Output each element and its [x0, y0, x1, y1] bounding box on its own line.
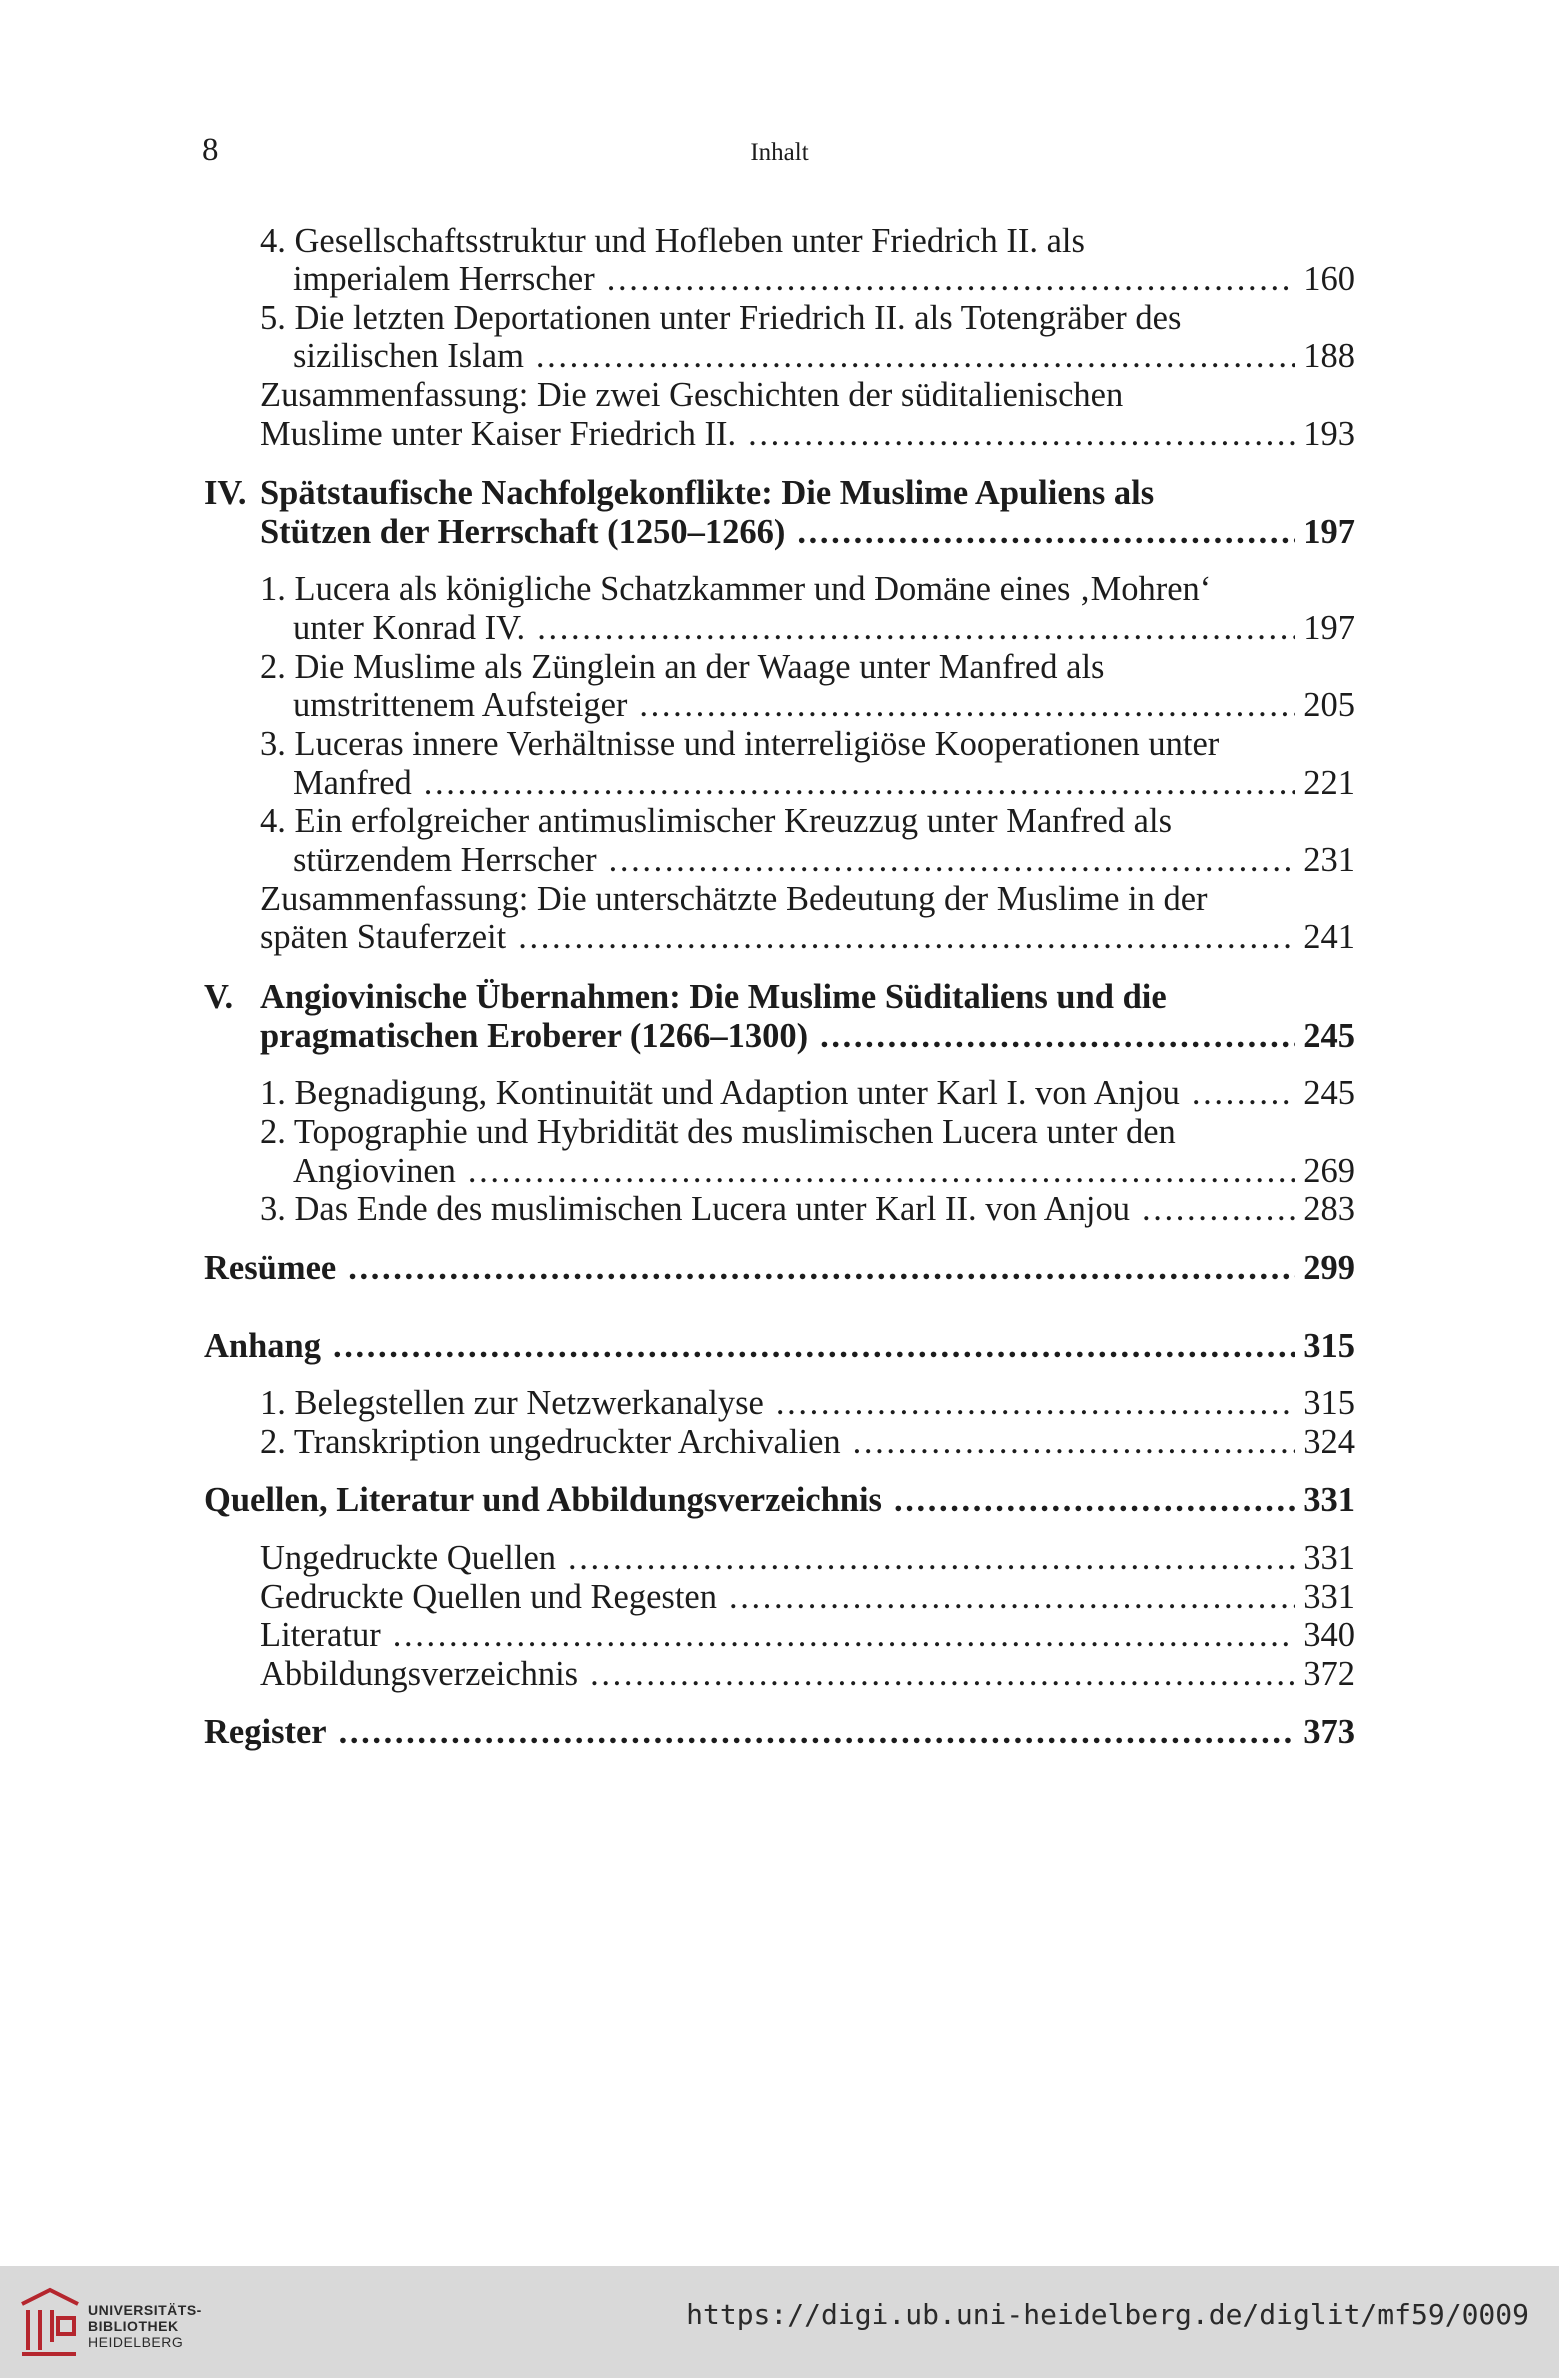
dot-leader: [820, 1017, 1295, 1055]
toc-entry-text: 2. Topographie und Hybridität des muslimischen Lucera unter den: [260, 1113, 1176, 1151]
toc-page-number: 372: [1303, 1655, 1355, 1693]
dot-leader: [729, 1578, 1295, 1616]
dot-leader: [568, 1539, 1295, 1577]
dot-leader: [333, 1327, 1295, 1365]
toc-entry-text: Zusammenfassung: Die zwei Geschichten der süditalienischen: [260, 376, 1124, 414]
chapter-title-text: Resümee: [204, 1249, 337, 1287]
chapter-title-line: [260, 978, 1167, 1016]
toc-page-number: 221: [1303, 764, 1355, 802]
toc-entry-text: Literatur: [260, 1616, 381, 1654]
dot-leader: [468, 1152, 1295, 1190]
toc-chapter-resumee: [204, 1249, 1355, 1287]
toc-entry-text: 5. Die letzten Deportationen unter Friedrich II. als Totengräber des: [260, 299, 1182, 337]
toc-entry-line: [260, 725, 1219, 763]
chapter-numeral: IV.: [204, 474, 247, 512]
toc-entry-text: Manfred: [293, 764, 412, 802]
chapter-numeral: V.: [204, 978, 234, 1016]
toc-page-number: 373: [1303, 1713, 1355, 1751]
toc-entry-line: [293, 260, 1355, 298]
toc-entry-text: Gedruckte Quellen und Regesten: [260, 1578, 717, 1616]
chapter-title-line: [260, 513, 1355, 551]
toc-entry-text: 1. Begnadigung, Kontinuität und Adaption unter Karl I. von Anjou: [260, 1074, 1180, 1112]
logo-line: BIBLIOTHEK: [88, 2318, 179, 2334]
dot-leader: [1192, 1074, 1295, 1112]
toc-entry-line: [260, 415, 1355, 453]
toc-entry-line: [260, 1384, 1355, 1422]
dot-leader: [424, 764, 1295, 802]
page-number: 8: [202, 132, 219, 168]
dot-leader: [348, 1249, 1295, 1287]
dot-leader: [797, 513, 1295, 551]
library-logo-icon: [14, 2284, 84, 2360]
toc-entry-line: [260, 648, 1104, 686]
dot-leader: [639, 686, 1295, 724]
toc-entry-line: [260, 1423, 1355, 1461]
toc-entry-line: [293, 609, 1355, 647]
dot-leader: [853, 1423, 1296, 1461]
toc-page-number: 241: [1303, 918, 1355, 956]
dot-leader: [537, 609, 1295, 647]
toc-entry-line: [260, 1655, 1355, 1693]
toc-entry-text: späten Stauferzeit: [260, 918, 507, 956]
dot-leader: [894, 1481, 1295, 1519]
chapter-title-text: pragmatischen Eroberer (1266–1300): [260, 1017, 809, 1055]
toc-entry-line: [260, 1539, 1355, 1577]
toc-entry-line: [260, 802, 1172, 840]
toc-entry-text: Muslime unter Kaiser Friedrich II.: [260, 415, 737, 453]
toc-entry-text: 1. Belegstellen zur Netzwerkanalyse: [260, 1384, 764, 1422]
toc-page-number: 269: [1303, 1152, 1355, 1190]
toc-page-number: 188: [1303, 337, 1355, 375]
toc-entry-text: Abbildungsverzeichnis: [260, 1655, 579, 1693]
toc-entry-line: [260, 1578, 1355, 1616]
chapter-title-text: Angiovinische Übernahmen: Die Muslime Süditaliens und die: [260, 978, 1167, 1016]
toc-entry-line: [293, 1152, 1355, 1190]
toc-entry-text: 1. Lucera als königliche Schatzkammer und Domäne eines ‚Mohren‘: [260, 570, 1212, 608]
toc-entry-text: imperialem Herrscher: [293, 260, 595, 298]
toc-page-number: 340: [1303, 1616, 1355, 1654]
toc-page-number: 197: [1303, 513, 1355, 551]
dot-leader: [607, 260, 1296, 298]
toc-entry-text: 3. Luceras innere Verhältnisse und interreligiöse Kooperationen unter: [260, 725, 1220, 763]
toc-page-number: 193: [1303, 415, 1355, 453]
toc-page-number: 315: [1303, 1384, 1355, 1422]
toc-page-number: 299: [1303, 1249, 1355, 1287]
chapter-title-text: Spätstaufische Nachfolgekonflikte: Die Muslime Apuliens als: [260, 474, 1155, 512]
toc-entry-line: [260, 1113, 1176, 1151]
toc-entry-line: [260, 1616, 1355, 1654]
toc-page-number: 283: [1303, 1190, 1355, 1228]
toc-page-number: 245: [1303, 1017, 1355, 1055]
toc-entry-text: 2. Transkription ungedruckter Archivalien: [260, 1423, 841, 1461]
toc-entry-text: Angiovinen: [293, 1152, 456, 1190]
toc-entry-text: stürzendem Herrscher: [293, 841, 597, 879]
toc-entry-text: Ungedruckte Quellen: [260, 1539, 557, 1577]
toc-page-number: 315: [1303, 1327, 1355, 1365]
toc-entry-text: 2. Die Muslime als Zünglein an der Waage unter Manfred als: [260, 648, 1105, 686]
dot-leader: [1142, 1190, 1295, 1228]
chapter-title-text: Stützen der Herrschaft (1250–1266): [260, 513, 786, 551]
library-logo-text: [88, 2302, 202, 2350]
running-head: Inhalt: [750, 139, 809, 166]
toc-chapter-anhang: [204, 1327, 1355, 1365]
toc-page-number: 160: [1303, 260, 1355, 298]
dot-leader: [393, 1616, 1296, 1654]
logo-line: HEIDELBERG: [88, 2334, 184, 2350]
toc-entry-line: [260, 880, 1208, 918]
logo-line: UNIVERSITÄTS-: [88, 2302, 202, 2318]
toc-entry-line: [293, 686, 1355, 724]
toc-entry-line: [293, 337, 1355, 375]
toc-page-number: 231: [1303, 841, 1355, 879]
toc-entry-line: [260, 376, 1123, 414]
toc-entry-line: [260, 918, 1355, 956]
toc-entry-text: Zusammenfassung: Die unterschätzte Bedeutung der Muslime in der: [260, 880, 1208, 918]
dot-leader: [339, 1713, 1296, 1751]
chapter-title-text: Register: [204, 1713, 327, 1751]
source-url-link[interactable]: https://digi.ub.uni-heidelberg.de/diglit/mf59/0009: [686, 2298, 1529, 2331]
toc-chapter-register: [204, 1713, 1355, 1751]
dot-leader: [518, 918, 1295, 956]
dot-leader: [590, 1655, 1295, 1693]
toc-entry-line: [260, 299, 1181, 337]
toc-entry-text: unter Konrad IV.: [293, 609, 526, 647]
toc-entry-text: 4. Gesellschaftsstruktur und Hofleben unter Friedrich II. als: [260, 222, 1085, 260]
toc-entry-text: 4. Ein erfolgreicher antimuslimischer Kreuzzug unter Manfred als: [260, 802, 1172, 840]
chapter-title-line: [260, 1017, 1355, 1055]
chapter-title-text: Quellen, Literatur und Abbildungsverzeichnis: [204, 1481, 882, 1519]
toc-page-number: 331: [1303, 1539, 1355, 1577]
toc-chapter-quellen: [204, 1481, 1355, 1519]
toc-page-number: 197: [1303, 609, 1355, 647]
toc-page-number: 331: [1303, 1578, 1355, 1616]
dot-leader: [609, 841, 1296, 879]
toc-entry-text: umstrittenem Aufsteiger: [293, 686, 628, 724]
toc-entry-line: [293, 841, 1355, 879]
toc-entry-text: sizilischen Islam: [293, 337, 524, 375]
toc-page-number: 331: [1303, 1481, 1355, 1519]
chapter-title-text: Anhang: [204, 1327, 321, 1365]
dot-leader: [748, 415, 1295, 453]
footer-bar: [0, 2266, 1559, 2378]
dot-leader: [536, 337, 1295, 375]
toc-page-number: 245: [1303, 1074, 1355, 1112]
chapter-title-line: [260, 474, 1154, 512]
toc-entry-text: 3. Das Ende des muslimischen Lucera unter Karl II. von Anjou: [260, 1190, 1130, 1228]
toc-entry-line: [260, 222, 1085, 260]
dot-leader: [776, 1384, 1295, 1422]
toc-page-number: 205: [1303, 686, 1355, 724]
toc-entry-line: [260, 570, 1211, 608]
toc-entry-line: [260, 1190, 1355, 1228]
toc-page-number: 324: [1303, 1423, 1355, 1461]
toc-entry-line: [260, 1074, 1355, 1112]
toc-entry-line: [293, 764, 1355, 802]
